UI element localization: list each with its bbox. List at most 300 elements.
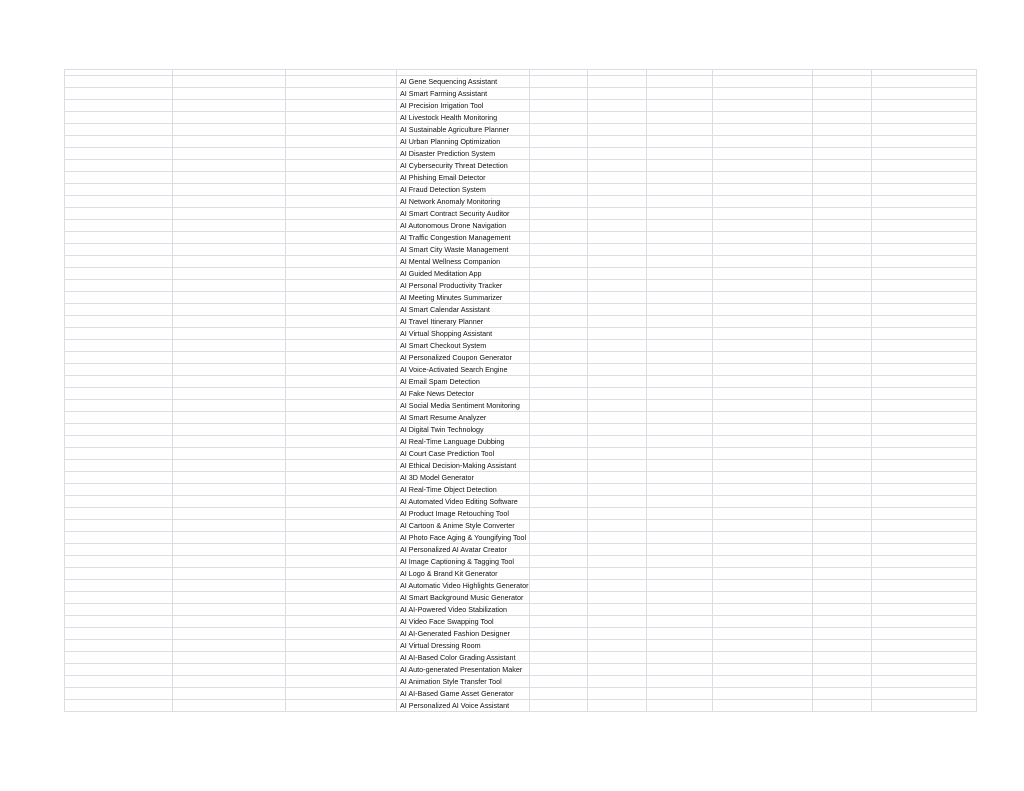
cell[interactable] xyxy=(871,352,976,364)
tool-name-cell[interactable] xyxy=(397,280,530,292)
cell[interactable] xyxy=(587,340,646,352)
cell[interactable] xyxy=(812,472,871,484)
cell[interactable] xyxy=(173,436,286,448)
cell[interactable] xyxy=(646,88,712,100)
cell[interactable] xyxy=(812,508,871,520)
cell[interactable] xyxy=(529,220,587,232)
cell[interactable] xyxy=(529,580,587,592)
cell[interactable] xyxy=(871,628,976,640)
cell[interactable] xyxy=(587,484,646,496)
cell[interactable] xyxy=(286,616,397,628)
cell[interactable] xyxy=(286,136,397,148)
tool-name-cell[interactable] xyxy=(397,244,530,256)
cell[interactable] xyxy=(871,616,976,628)
cell[interactable] xyxy=(871,196,976,208)
cell[interactable] xyxy=(529,256,587,268)
cell[interactable] xyxy=(712,496,812,508)
cell[interactable] xyxy=(587,688,646,700)
cell[interactable] xyxy=(712,700,812,712)
cell[interactable] xyxy=(173,100,286,112)
tool-name-cell[interactable] xyxy=(397,652,530,664)
cell[interactable] xyxy=(712,88,812,100)
cell[interactable] xyxy=(712,388,812,400)
cell[interactable] xyxy=(286,280,397,292)
cell[interactable] xyxy=(65,484,173,496)
cell[interactable] xyxy=(646,448,712,460)
cell[interactable] xyxy=(712,484,812,496)
cell[interactable] xyxy=(712,160,812,172)
cell[interactable] xyxy=(646,352,712,364)
cell[interactable] xyxy=(646,268,712,280)
cell[interactable] xyxy=(173,304,286,316)
cell[interactable] xyxy=(173,580,286,592)
cell[interactable] xyxy=(173,112,286,124)
cell[interactable] xyxy=(812,616,871,628)
cell[interactable] xyxy=(65,364,173,376)
cell[interactable] xyxy=(173,220,286,232)
cell[interactable] xyxy=(587,208,646,220)
cell[interactable] xyxy=(286,88,397,100)
cell[interactable] xyxy=(812,184,871,196)
tool-name-cell[interactable] xyxy=(397,208,530,220)
cell[interactable] xyxy=(65,436,173,448)
cell[interactable] xyxy=(65,400,173,412)
cell[interactable] xyxy=(712,124,812,136)
cell[interactable] xyxy=(871,664,976,676)
cell[interactable] xyxy=(286,100,397,112)
cell[interactable] xyxy=(587,544,646,556)
cell[interactable] xyxy=(173,184,286,196)
tool-name-cell[interactable] xyxy=(397,676,530,688)
tool-name-cell[interactable] xyxy=(397,328,530,340)
cell[interactable] xyxy=(286,124,397,136)
cell[interactable] xyxy=(587,304,646,316)
cell[interactable] xyxy=(286,112,397,124)
cell[interactable] xyxy=(286,292,397,304)
cell[interactable] xyxy=(587,472,646,484)
cell[interactable] xyxy=(286,160,397,172)
cell[interactable] xyxy=(529,484,587,496)
cell[interactable] xyxy=(286,352,397,364)
cell[interactable] xyxy=(812,220,871,232)
cell[interactable] xyxy=(173,412,286,424)
cell[interactable] xyxy=(173,172,286,184)
cell[interactable] xyxy=(812,532,871,544)
cell[interactable] xyxy=(65,304,173,316)
cell[interactable] xyxy=(712,604,812,616)
cell[interactable] xyxy=(871,160,976,172)
cell[interactable] xyxy=(812,256,871,268)
tool-name-cell[interactable] xyxy=(397,304,530,316)
cell[interactable] xyxy=(646,256,712,268)
cell[interactable] xyxy=(286,568,397,580)
cell[interactable] xyxy=(587,184,646,196)
cell[interactable] xyxy=(173,496,286,508)
cell[interactable] xyxy=(529,460,587,472)
cell[interactable] xyxy=(65,100,173,112)
cell[interactable] xyxy=(646,172,712,184)
tool-name-cell[interactable] xyxy=(397,100,530,112)
cell[interactable] xyxy=(646,232,712,244)
cell[interactable] xyxy=(587,172,646,184)
cell[interactable] xyxy=(812,88,871,100)
cell[interactable] xyxy=(871,112,976,124)
cell[interactable] xyxy=(65,640,173,652)
cell[interactable] xyxy=(173,400,286,412)
cell[interactable] xyxy=(286,388,397,400)
cell[interactable] xyxy=(65,448,173,460)
cell[interactable] xyxy=(529,628,587,640)
cell[interactable] xyxy=(712,280,812,292)
cell[interactable] xyxy=(173,292,286,304)
cell[interactable] xyxy=(65,280,173,292)
cell[interactable] xyxy=(529,148,587,160)
cell[interactable] xyxy=(65,496,173,508)
cell[interactable] xyxy=(871,244,976,256)
cell[interactable] xyxy=(646,124,712,136)
cell[interactable] xyxy=(529,328,587,340)
cell[interactable] xyxy=(65,172,173,184)
cell[interactable] xyxy=(173,316,286,328)
cell[interactable] xyxy=(587,628,646,640)
cell[interactable] xyxy=(529,352,587,364)
cell[interactable] xyxy=(587,640,646,652)
cell[interactable] xyxy=(712,220,812,232)
cell[interactable] xyxy=(871,580,976,592)
cell[interactable] xyxy=(871,460,976,472)
cell[interactable] xyxy=(646,412,712,424)
cell[interactable] xyxy=(529,604,587,616)
cell[interactable] xyxy=(812,496,871,508)
cell[interactable] xyxy=(812,676,871,688)
cell[interactable] xyxy=(65,424,173,436)
tool-name-cell[interactable] xyxy=(397,352,530,364)
cell[interactable] xyxy=(65,568,173,580)
cell[interactable] xyxy=(286,556,397,568)
cell[interactable] xyxy=(812,196,871,208)
cell[interactable] xyxy=(812,604,871,616)
cell[interactable] xyxy=(173,640,286,652)
cell[interactable] xyxy=(286,364,397,376)
tool-name-cell[interactable] xyxy=(397,172,530,184)
cell[interactable] xyxy=(812,640,871,652)
cell[interactable] xyxy=(286,232,397,244)
cell[interactable] xyxy=(286,196,397,208)
cell[interactable] xyxy=(173,208,286,220)
cell[interactable] xyxy=(812,244,871,256)
cell[interactable] xyxy=(286,184,397,196)
cell[interactable] xyxy=(871,700,976,712)
cell[interactable] xyxy=(587,400,646,412)
cell[interactable] xyxy=(712,244,812,256)
cell[interactable] xyxy=(587,496,646,508)
cell[interactable] xyxy=(286,340,397,352)
cell[interactable] xyxy=(529,520,587,532)
cell[interactable] xyxy=(65,88,173,100)
cell[interactable] xyxy=(529,496,587,508)
tool-name-cell[interactable] xyxy=(397,664,530,676)
cell[interactable] xyxy=(286,520,397,532)
cell[interactable] xyxy=(646,676,712,688)
cell[interactable] xyxy=(529,652,587,664)
cell[interactable] xyxy=(646,568,712,580)
cell[interactable] xyxy=(646,196,712,208)
cell[interactable] xyxy=(173,616,286,628)
cell[interactable] xyxy=(173,544,286,556)
cell[interactable] xyxy=(286,304,397,316)
tool-name-cell[interactable] xyxy=(397,544,530,556)
cell[interactable] xyxy=(646,472,712,484)
cell[interactable] xyxy=(173,148,286,160)
cell[interactable] xyxy=(587,268,646,280)
cell[interactable] xyxy=(871,280,976,292)
cell[interactable] xyxy=(286,460,397,472)
cell[interactable] xyxy=(529,700,587,712)
cell[interactable] xyxy=(173,352,286,364)
tool-name-cell[interactable] xyxy=(397,232,530,244)
cell[interactable] xyxy=(812,424,871,436)
cell[interactable] xyxy=(529,196,587,208)
cell[interactable] xyxy=(529,292,587,304)
cell[interactable] xyxy=(812,364,871,376)
cell[interactable] xyxy=(812,664,871,676)
cell[interactable] xyxy=(529,616,587,628)
tool-name-cell[interactable] xyxy=(397,460,530,472)
cell[interactable] xyxy=(712,232,812,244)
cell[interactable] xyxy=(173,520,286,532)
cell[interactable] xyxy=(712,580,812,592)
cell[interactable] xyxy=(529,688,587,700)
cell[interactable] xyxy=(65,232,173,244)
cell[interactable] xyxy=(173,688,286,700)
cell[interactable] xyxy=(587,232,646,244)
cell[interactable] xyxy=(529,472,587,484)
cell[interactable] xyxy=(529,100,587,112)
cell[interactable] xyxy=(173,136,286,148)
cell[interactable] xyxy=(529,400,587,412)
cell[interactable] xyxy=(65,244,173,256)
cell[interactable] xyxy=(587,220,646,232)
cell[interactable] xyxy=(173,460,286,472)
cell[interactable] xyxy=(871,676,976,688)
cell[interactable] xyxy=(587,88,646,100)
cell[interactable] xyxy=(712,328,812,340)
cell[interactable] xyxy=(871,316,976,328)
cell[interactable] xyxy=(173,556,286,568)
cell[interactable] xyxy=(712,508,812,520)
cell[interactable] xyxy=(646,376,712,388)
tool-name-cell[interactable] xyxy=(397,508,530,520)
cell[interactable] xyxy=(529,316,587,328)
cell[interactable] xyxy=(871,304,976,316)
cell[interactable] xyxy=(529,232,587,244)
cell[interactable] xyxy=(173,676,286,688)
cell[interactable] xyxy=(587,592,646,604)
cell[interactable] xyxy=(173,448,286,460)
cell[interactable] xyxy=(173,160,286,172)
cell[interactable] xyxy=(529,124,587,136)
cell[interactable] xyxy=(529,136,587,148)
tool-name-cell[interactable] xyxy=(397,556,530,568)
cell[interactable] xyxy=(65,508,173,520)
tool-name-cell[interactable] xyxy=(397,160,530,172)
cell[interactable] xyxy=(871,100,976,112)
cell[interactable] xyxy=(712,460,812,472)
cell[interactable] xyxy=(173,376,286,388)
cell[interactable] xyxy=(712,292,812,304)
cell[interactable] xyxy=(587,388,646,400)
cell[interactable] xyxy=(712,544,812,556)
cell[interactable] xyxy=(812,628,871,640)
cell[interactable] xyxy=(712,664,812,676)
cell[interactable] xyxy=(173,484,286,496)
cell[interactable] xyxy=(587,280,646,292)
cell[interactable] xyxy=(65,688,173,700)
cell[interactable] xyxy=(173,76,286,88)
cell[interactable] xyxy=(587,436,646,448)
cell[interactable] xyxy=(871,388,976,400)
tool-name-cell[interactable] xyxy=(397,316,530,328)
cell[interactable] xyxy=(812,160,871,172)
cell[interactable] xyxy=(812,436,871,448)
cell[interactable] xyxy=(871,568,976,580)
cell[interactable] xyxy=(646,76,712,88)
cell[interactable] xyxy=(871,376,976,388)
cell[interactable] xyxy=(712,400,812,412)
cell[interactable] xyxy=(65,556,173,568)
cell[interactable] xyxy=(712,568,812,580)
cell[interactable] xyxy=(871,472,976,484)
cell[interactable] xyxy=(65,112,173,124)
cell[interactable] xyxy=(646,388,712,400)
cell[interactable] xyxy=(712,412,812,424)
cell[interactable] xyxy=(286,268,397,280)
cell[interactable] xyxy=(871,652,976,664)
cell[interactable] xyxy=(712,424,812,436)
cell[interactable] xyxy=(587,352,646,364)
cell[interactable] xyxy=(173,532,286,544)
cell[interactable] xyxy=(646,580,712,592)
cell[interactable] xyxy=(65,604,173,616)
cell[interactable] xyxy=(65,340,173,352)
cell[interactable] xyxy=(65,520,173,532)
cell[interactable] xyxy=(871,640,976,652)
cell[interactable] xyxy=(871,484,976,496)
cell[interactable] xyxy=(812,100,871,112)
cell[interactable] xyxy=(712,436,812,448)
cell[interactable] xyxy=(646,316,712,328)
cell[interactable] xyxy=(587,160,646,172)
cell[interactable] xyxy=(65,628,173,640)
cell[interactable] xyxy=(712,556,812,568)
cell[interactable] xyxy=(871,136,976,148)
cell[interactable] xyxy=(286,532,397,544)
cell[interactable] xyxy=(871,556,976,568)
cell[interactable] xyxy=(173,508,286,520)
cell[interactable] xyxy=(812,316,871,328)
cell[interactable] xyxy=(587,532,646,544)
cell[interactable] xyxy=(646,208,712,220)
cell[interactable] xyxy=(65,412,173,424)
cell[interactable] xyxy=(173,664,286,676)
cell[interactable] xyxy=(646,136,712,148)
cell[interactable] xyxy=(529,304,587,316)
cell[interactable] xyxy=(871,412,976,424)
tool-name-cell[interactable] xyxy=(397,340,530,352)
cell[interactable] xyxy=(529,436,587,448)
cell[interactable] xyxy=(173,604,286,616)
cell[interactable] xyxy=(173,256,286,268)
tool-name-cell[interactable] xyxy=(397,124,530,136)
cell[interactable] xyxy=(65,460,173,472)
cell[interactable] xyxy=(529,592,587,604)
cell[interactable] xyxy=(871,172,976,184)
cell[interactable] xyxy=(286,628,397,640)
cell[interactable] xyxy=(712,640,812,652)
cell[interactable] xyxy=(871,76,976,88)
cell[interactable] xyxy=(286,544,397,556)
cell[interactable] xyxy=(587,448,646,460)
cell[interactable] xyxy=(173,424,286,436)
tool-name-cell[interactable] xyxy=(397,292,530,304)
cell[interactable] xyxy=(712,652,812,664)
cell[interactable] xyxy=(587,376,646,388)
cell[interactable] xyxy=(587,700,646,712)
cell[interactable] xyxy=(646,532,712,544)
cell[interactable] xyxy=(712,340,812,352)
cell[interactable] xyxy=(871,148,976,160)
cell[interactable] xyxy=(646,292,712,304)
cell[interactable] xyxy=(812,448,871,460)
cell[interactable] xyxy=(65,352,173,364)
cell[interactable] xyxy=(812,112,871,124)
cell[interactable] xyxy=(286,640,397,652)
cell[interactable] xyxy=(65,76,173,88)
cell[interactable] xyxy=(812,376,871,388)
cell[interactable] xyxy=(173,124,286,136)
cell[interactable] xyxy=(587,100,646,112)
tool-name-cell[interactable] xyxy=(397,436,530,448)
cell[interactable] xyxy=(587,604,646,616)
cell[interactable] xyxy=(812,580,871,592)
cell[interactable] xyxy=(712,136,812,148)
cell[interactable] xyxy=(286,172,397,184)
cell[interactable] xyxy=(529,76,587,88)
cell[interactable] xyxy=(173,628,286,640)
cell[interactable] xyxy=(65,256,173,268)
cell[interactable] xyxy=(587,148,646,160)
cell[interactable] xyxy=(871,508,976,520)
cell[interactable] xyxy=(587,652,646,664)
cell[interactable] xyxy=(812,208,871,220)
cell[interactable] xyxy=(286,448,397,460)
tool-name-cell[interactable] xyxy=(397,484,530,496)
cell[interactable] xyxy=(286,580,397,592)
cell[interactable] xyxy=(286,244,397,256)
cell[interactable] xyxy=(871,424,976,436)
cell[interactable] xyxy=(587,196,646,208)
cell[interactable] xyxy=(65,652,173,664)
cell[interactable] xyxy=(529,184,587,196)
cell[interactable] xyxy=(529,556,587,568)
cell[interactable] xyxy=(587,460,646,472)
cell[interactable] xyxy=(173,652,286,664)
cell[interactable] xyxy=(65,124,173,136)
cell[interactable] xyxy=(173,568,286,580)
cell[interactable] xyxy=(587,412,646,424)
cell[interactable] xyxy=(712,208,812,220)
cell[interactable] xyxy=(712,376,812,388)
